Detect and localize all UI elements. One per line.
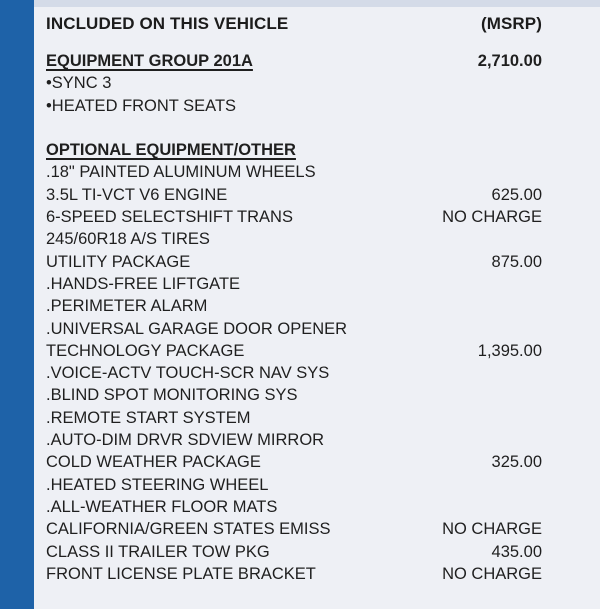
equipment-price: NO CHARGE xyxy=(442,564,542,583)
equipment-row xyxy=(46,563,542,585)
equipment-label: .BLIND SPOT MONITORING SYS xyxy=(46,386,298,405)
section-heading xyxy=(46,139,542,161)
equipment-row xyxy=(46,541,542,563)
equipment-label: .AUTO-DIM DRVR SDVIEW MIRROR xyxy=(46,431,325,450)
equipment-label: UTILITY PACKAGE xyxy=(46,252,191,271)
equipment-row xyxy=(46,362,542,384)
equipment-row xyxy=(46,72,542,94)
equipment-row xyxy=(46,95,542,117)
equipment-label: .REMOTE START SYSTEM xyxy=(46,408,251,427)
equipment-price: 435.00 xyxy=(491,542,542,561)
equipment-label: .18" PAINTED ALUMINUM WHEELS xyxy=(46,163,316,182)
equipment-label: 245/60R18 A/S TIRES xyxy=(46,230,210,249)
equipment-price: 2,710.00 xyxy=(477,52,542,70)
equipment-row xyxy=(46,318,542,340)
equipment-row xyxy=(46,518,542,540)
equipment-label: CLASS II TRAILER TOW PKG xyxy=(46,542,270,561)
row-spacer xyxy=(46,117,542,139)
equipment-label: .HEATED STEERING WHEEL xyxy=(46,475,269,494)
equipment-list xyxy=(46,50,542,585)
equipment-row xyxy=(46,429,542,451)
equipment-row xyxy=(46,228,542,250)
equipment-label: EQUIPMENT GROUP 201A xyxy=(46,52,253,70)
equipment-price: NO CHARGE xyxy=(442,208,542,227)
section-heading xyxy=(46,50,542,72)
equipment-row xyxy=(46,295,542,317)
equipment-row xyxy=(46,206,542,228)
equipment-price: NO CHARGE xyxy=(442,520,542,539)
equipment-label: CALIFORNIA/GREEN STATES EMISS xyxy=(46,520,331,539)
blue-side-bar xyxy=(0,0,34,609)
equipment-label: TECHNOLOGY PACKAGE xyxy=(46,341,245,360)
equipment-label: 3.5L TI-VCT V6 ENGINE xyxy=(46,185,228,204)
equipment-price: 875.00 xyxy=(491,252,542,271)
equipment-row xyxy=(46,407,542,429)
equipment-row xyxy=(46,496,542,518)
equipment-row xyxy=(46,451,542,473)
equipment-price: 325.00 xyxy=(491,453,542,472)
equipment-label: .VOICE-ACTV TOUCH-SCR NAV SYS xyxy=(46,364,330,383)
equipment-label: •SYNC 3 xyxy=(46,74,112,93)
equipment-label: 6-SPEED SELECTSHIFT TRANS xyxy=(46,208,293,227)
equipment-row xyxy=(46,251,542,273)
equipment-label: •HEATED FRONT SEATS xyxy=(46,96,237,115)
sticker-title: INCLUDED ON THIS VEHICLE xyxy=(46,14,289,33)
equipment-row xyxy=(46,474,542,496)
sticker-top-border xyxy=(34,0,600,7)
equipment-row xyxy=(46,384,542,406)
equipment-label: OPTIONAL EQUIPMENT/OTHER xyxy=(46,141,296,160)
equipment-label: .ALL-WEATHER FLOOR MATS xyxy=(46,497,278,516)
equipment-label: COLD WEATHER PACKAGE xyxy=(46,453,261,472)
equipment-price: 625.00 xyxy=(491,185,542,204)
equipment-row xyxy=(46,184,542,206)
sticker-header xyxy=(46,14,542,38)
equipment-price: 1,395.00 xyxy=(477,341,542,360)
equipment-row xyxy=(46,340,542,362)
equipment-row xyxy=(46,161,542,183)
equipment-label: FRONT LICENSE PLATE BRACKET xyxy=(46,564,316,583)
msrp-column-header: (MSRP) xyxy=(480,14,542,33)
equipment-label: .UNIVERSAL GARAGE DOOR OPENER xyxy=(46,319,348,338)
equipment-label: .HANDS-FREE LIFTGATE xyxy=(46,274,241,293)
equipment-row xyxy=(46,273,542,295)
equipment-label: .PERIMETER ALARM xyxy=(46,297,208,316)
window-sticker xyxy=(34,0,600,609)
